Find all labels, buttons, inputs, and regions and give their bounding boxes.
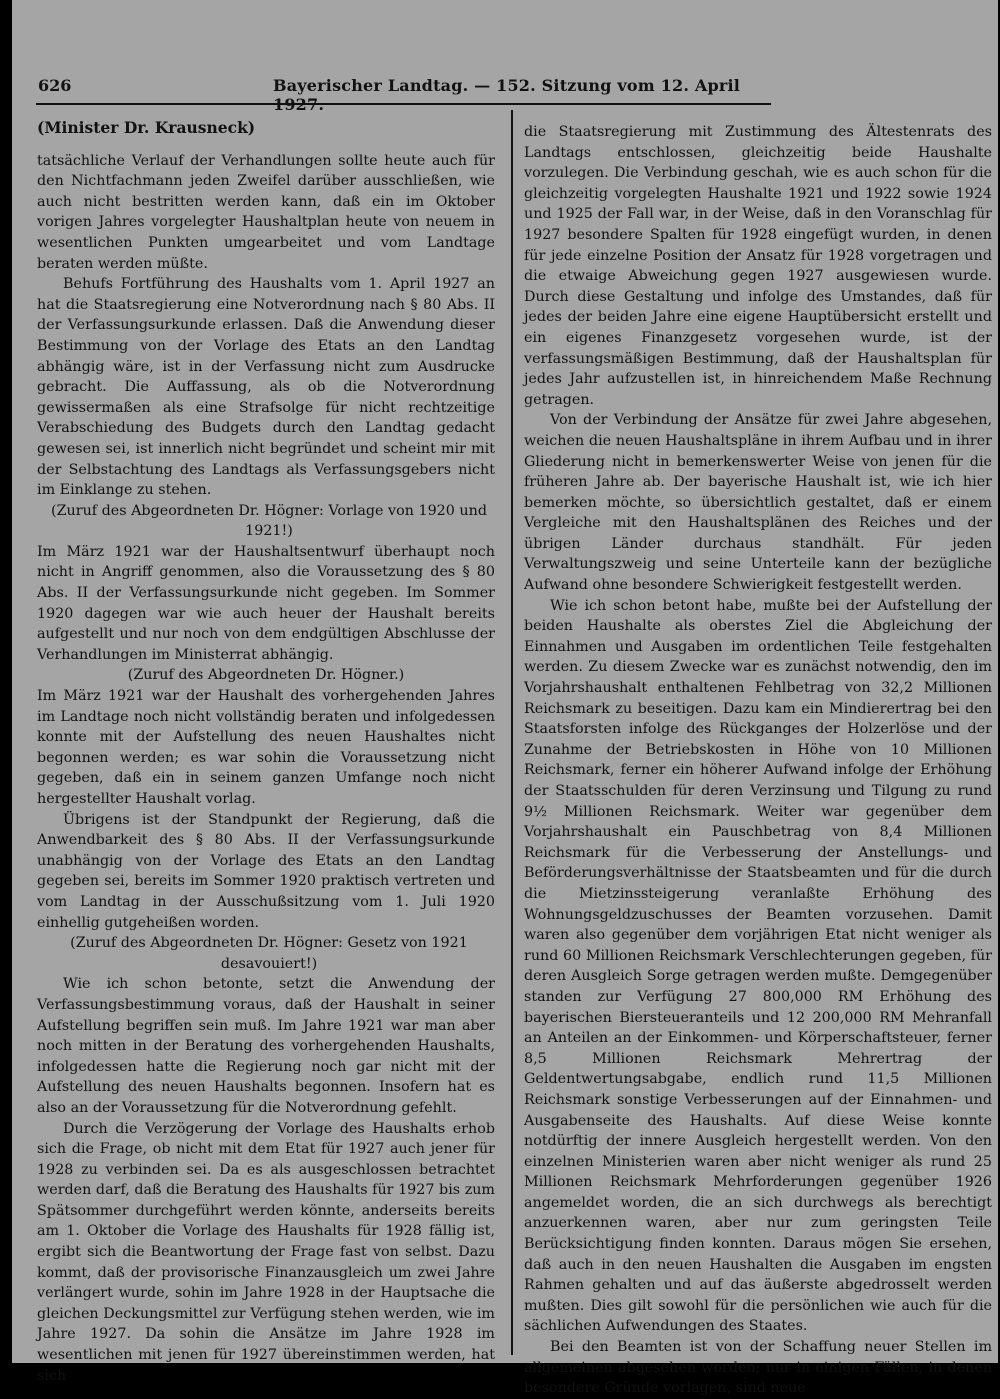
paragraph: die Staatsregierung mit Zustimmung des Ältestenrats des Landtags entschlossen, gleichzeitig beide Haushalte vorzulegen. Die Verbindung geschah, wie es auch schon für die gleichzeitig vorgelegten Haushalte 1921 und 1922 sowie 1924 und 1925 der Fall war, in der Weise, daß in den Voranschlag für 1927 besondere Spalten für 1928 eingefügt wurden, in denen für jede einzelne Position der Ansatz für 1928 vorgetragen und die etwaige Abweichung gegen 1927 ausgewiesen wurde. Durch diese Gestaltung und infolge des Umstandes, daß für jedes der beiden Jahre eine eigene Hauptübersicht erstellt und ein eigenes Finanzgesetz vorgesehen wurde, ist der verfassungsmäßigen Bestimmung, daß der Haushaltsplan für jedes Jahr aufzustellen ist, in hinreichendem Maße Rechnung getragen.: [524, 124, 992, 408]
paragraph: Im März 1921 war der Haushaltsentwurf überhaupt noch nicht in Angriff genommen, also die Voraussetzung des § 80 Abs. II der Verfassungsurkunde nicht gegeben. Im Sommer 1920 dagegen war wie auch heuer der Haushalt bereits aufgestellt und nur noch von dem endgültigen Abschlusse der Verhandlungen im Ministerrat abhängig.: [37, 543, 495, 663]
paragraph: tatsächliche Verlauf der Verhandlungen sollte heute auch für den Nichtfachmann jeden Zweifel darüber ausschließen, wie auch nicht bestritten werden kann, daß ein im Oktober vorigen Jahres vorgelegter Haushaltplan heute von neuem in wesentlichen Punkten umgearbeitet und vom Landtage beraten werden müßte.: [37, 152, 495, 272]
paragraph: Wie ich schon betont habe, mußte bei der Aufstellung der beiden Haushalte als oberstes Ziel die Abgleichung der Einnahmen und Ausgaben im ordentlichen Teile festgehalten werden. Zu diesem Zwecke war es zunächst notwendig, den im Vorjahrshaushalt enthaltenen Fehlbetrag von 32,2 Millionen Reichsmark zu beseitigen. Dazu kam ein Mindierertrag bei den Staatsforsten infolge des Rückganges der Holzerlöse und der Zunahme der Betriebskosten in Höhe von 10 Millionen Reichsmark, ferner ein höherer Aufwand infolge der Erhöhung der Staatsschulden für deren Verzinsung und Tilgung zu rund 9½ Millionen Reichsmark. Weiter war gegenüber dem Vorjahrshaushalt ein Pauschbetrag von 8,4 Millionen Reichsmark für die Verbesserung der Anstellungs- und Beförderungsverhältnisse der Staatsbeamten und für die durch die Mietzinssteigerung veranlaßte Erhöhung des Wohnungsgeldzuschusses der Beamten vorzusehen. Damit waren also gegenüber dem vorjährigen Etat nicht weniger als rund 60 Millionen Reichsmark Verschlechterungen gegeben, für deren Ausgleich Sorge getragen werden mußte. Demgegenüber standen zur Verfügung 27 800,000 RM Erhöhung des bayerischen Biersteueranteils und 12 200,000 RM Mehranfall an Anteilen an der Einkommen- und Körperschaftsteuer, ferner 8,5 Millionen Reichsmark Mehrertrag der Geldentwertungsabgabe, endlich rund 11,5 Millionen Reichsmark sonstige Verbesserungen auf der Einnahmen- und Ausgabenseite des Haushalts. Auf diese Weise konnte notdürftig der innere Ausgleich hergestellt werden. Von den einzelnen Ministerien waren aber nicht weniger als rund 25 Millionen Reichsmark Mehrforderungen gegenüber 1926 angemeldet worden, die an sich durchwegs als berechtigt anzuerkennen waren, aber nur zum geringsten Teile Berücksichtigung finden konnten. Daraus mögen Sie ersehen, daß auch in den neuen Haushalten die Ausgaben im engsten Rahmen gehalten und auf das äußerste abgedrosselt werden mußten. Dies gilt sowohl für die persönlichen wie auch für die sächlichen Aufwendungen des Staates.: [524, 597, 992, 1335]
document-page: [12, 0, 998, 1397]
header-rule: [36, 103, 771, 105]
paragraph: Im März 1921 war der Haushalt des vorhergehenden Jahres im Landtage noch nicht vollständig beraten und infolgedessen konnte mit der Aufstellung des neuen Haushaltes nicht begonnen werden; es war sohin die Voraussetzung nicht gegeben, daß ein in seinem ganzen Umfange noch nicht hergestellter Haushalt vorlag.: [37, 688, 495, 807]
paragraph: Durch die Verzögerung der Vorlage des Haushalts erhob sich die Frage, ob nicht mit dem Etat für 1927 auch jener für 1928 zu verbinden sei. Da es als ausgeschlossen betrachtet werden darf, daß die Beratung des Haushalts für 1927 bis zum Spätsommer durchgeführt werden könnte, anderseits bereits am 1. Oktober die Vorlage des Haushalts für 1928 fällig ist, ergibt sich die Beantwortung der Frage fast von selbst. Dazu kommt, daß der provisorische Finanzausgleich um zwei Jahre verlängert wurde, sohin im Jahre 1928 in der Hauptsache die gleichen Deckungsmittel zur Verfügung stehen werden, wie im Jahre 1927. Da sohin die Ansätze im Jahre 1928 im wesentlichen mit jenen für 1927 übereinstimmen werden, hat sich: [37, 1120, 495, 1384]
left-column: [37, 118, 495, 1384]
right-column: [524, 122, 992, 1397]
page-number: 626: [38, 76, 72, 95]
paragraph: Bei den Beamten ist von der Schaffung neuer Stellen im allgemeinen abgesehen worden; nur in einigen Fällen, in denen besondere Gründe vorlagen, sind neue: [524, 1339, 992, 1397]
page-header: [38, 76, 758, 100]
interjection: (Zuruf des Abgeordneten Dr. Högner: Gesetz von 1921 desavouiert!): [70, 935, 468, 972]
paragraph: Behufs Fortführung des Haushalts vom 1. April 1927 an hat die Staatsregierung eine Notverordnung nach § 80 Abs. II der Verfassungsurkunde erlassen. Daß die Anwendung dieser Bestimmung von der Vorlage des Etats an den Landtag abhängig wäre, ist in der Verfassung nicht zum Ausdrucke gebracht. Die Auffassung, als ob die Notverordnung gewissermaßen als eine Strafsolge für nicht rechtzeitige Verabschiedung des Budgets durch den Landtag gedacht gewesen sei, ist innerlich nicht begründet und scheint mir mit der Selbstachtung des Landtags als Verfassungsgebers nicht im Einklange zu stehen.: [37, 276, 495, 499]
interjection: (Zuruf des Abgeordneten Dr. Högner.): [127, 667, 405, 684]
paragraph: Von der Verbindung der Ansätze für zwei Jahre abgesehen, weichen die neuen Haushaltspläne in ihrem Aufbau und in ihrer Gliederung nicht in bemerkenswerter Weise von jenen für die früheren Jahre ab. Der bayerische Haushalt ist, wie ich hier bemerken möchte, so übersichtlich gestaltet, daß er einem Vergleiche mit den Haushaltsplänen des Reiches und der übrigen Länder durchaus standhält. Für jeden Verwaltungszweig und seine Unterteile kann der bezügliche Aufwand ohne besondere Schwierigkeit festgestellt werden.: [524, 412, 992, 594]
running-title: Bayerischer Landtag. — 152. Sitzung vom 12. April: [273, 76, 741, 95]
column-divider: [511, 110, 513, 1355]
paragraph: Übrigens ist der Standpunkt der Regierung, daß die Anwendbarkeit des § 80 Abs. II der Verfassungsurkunde unabhängig von der Vorlage des Etats an den Landtag gegeben sei, bereits im Sommer 1920 praktisch vertreten und vom Landtag in der Ausschußsitzung vom 1. Juli 1920 einhellig gutgeheißen worden.: [37, 811, 495, 931]
paragraph: Wie ich schon betonte, setzt die Anwendung der Verfassungsbestimmung voraus, daß der Haushalt in seiner Aufstellung begriffen sein muß. Im Jahre 1921 war man aber noch mitten in der Beratung des vorhergehenden Haushalts, infolgedessen hatte die Regierung noch gar nicht mit der Aufstellung des neuen Haushalts begonnen. Insofern hat es also an der Voraussetzung für die Notverordnung gefehlt.: [37, 976, 495, 1116]
interjection: (Zuruf des Abgeordneten Dr. Högner: Vorlage von 1920 und 1921!): [51, 502, 487, 540]
speaker-label: (Minister Dr. Krausneck): [37, 118, 256, 137]
